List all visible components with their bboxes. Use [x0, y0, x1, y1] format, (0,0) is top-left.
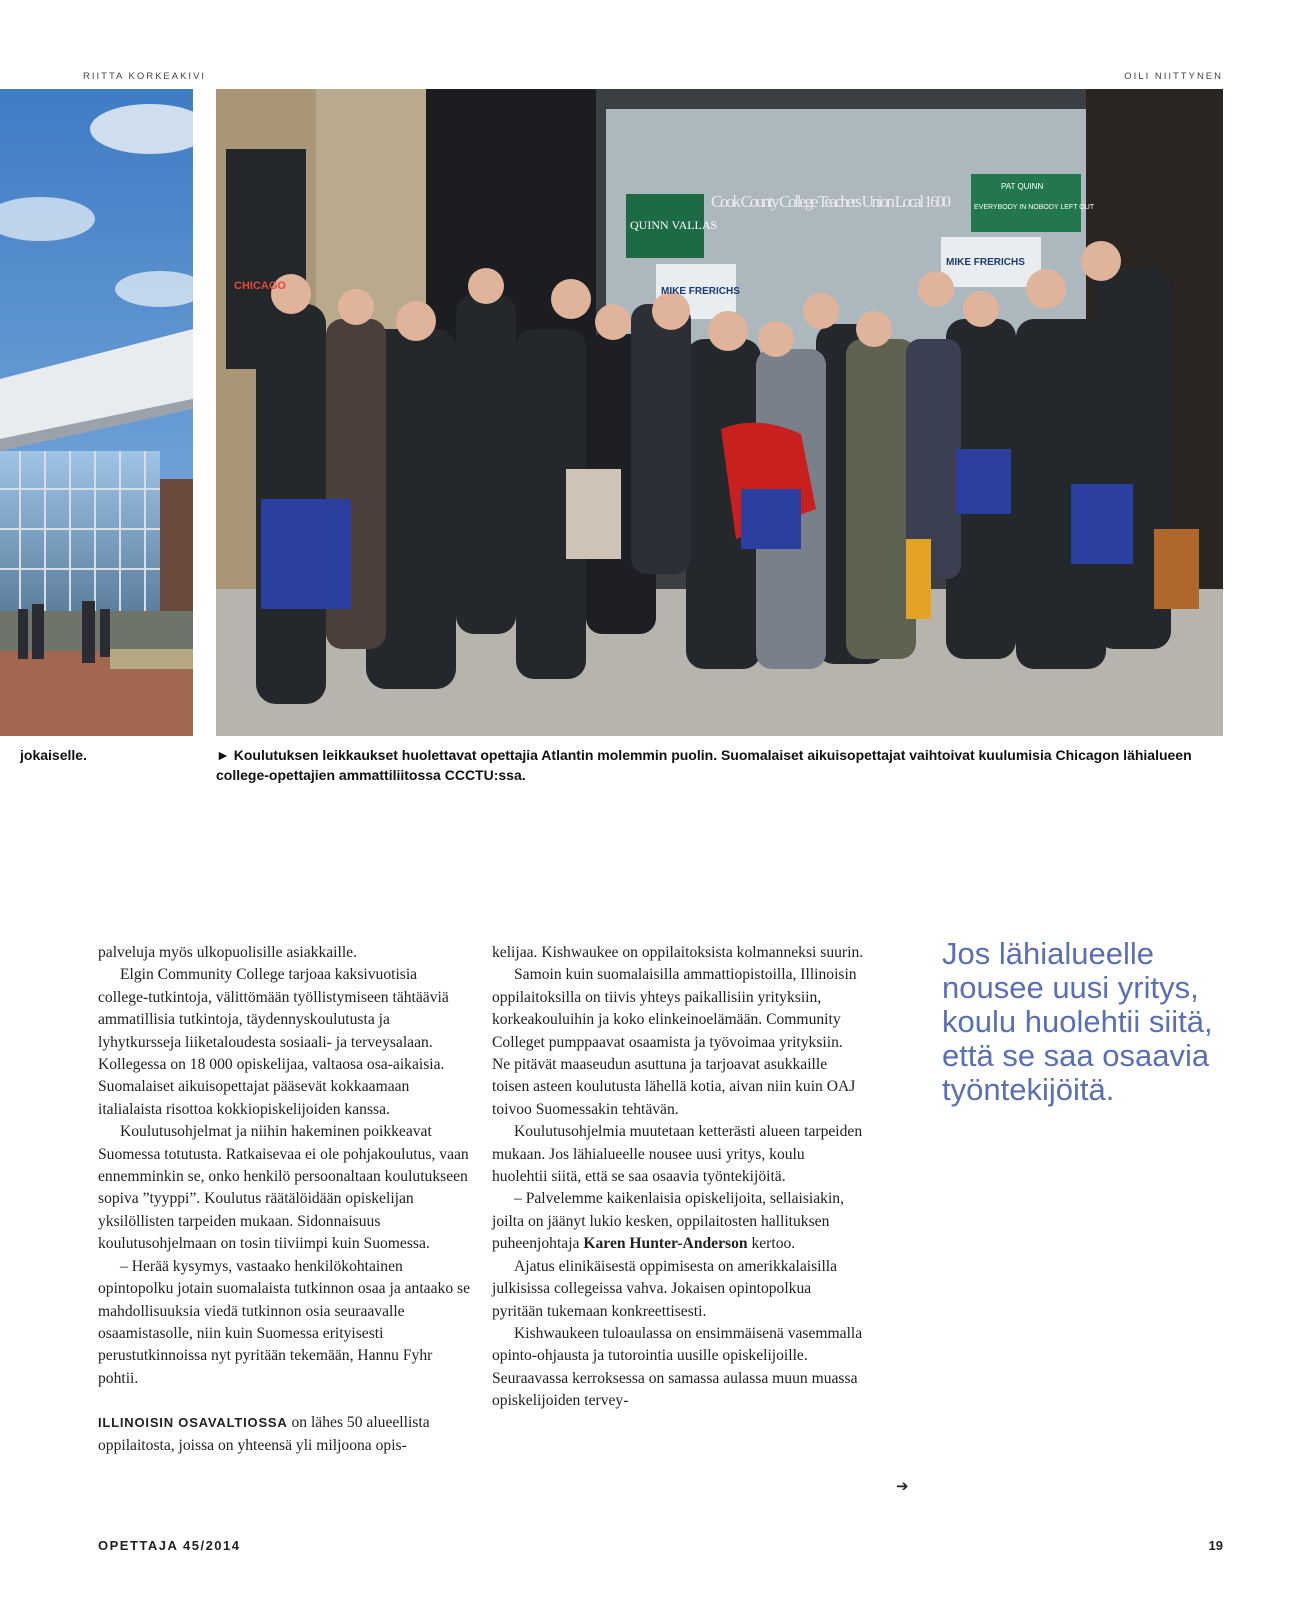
pat-quinn-sign-text: PAT QUINN	[1001, 182, 1044, 191]
section-lead-in: ILLINOISIN OSAVALTIOSSA	[98, 1415, 288, 1431]
paragraph	[98, 1412, 470, 1457]
pull-quote: Jos lähialueelle nousee uusi yritys, koulu huolehtii siitä, että se saa osaavia työntekijöitä.	[942, 936, 1213, 1107]
neon-sign-text: CHICAGO	[234, 280, 286, 292]
paragraph: – Herää kysymys, vastaako henkilökohtainen opintopolku jotain suomalaista tutkinnon osaa ja antaako se mahdollisuuksia viedä tutkinnon osia seuraavalle osaamistasolle, niin kuin Suomessa erityisesti perustutkinnoissa nyt pyritään tekemään, Hannu Fyhr pohtii.	[98, 1257, 471, 1387]
quote-attribution: kertoo.	[747, 1235, 796, 1253]
page-number: 19	[1208, 1538, 1223, 1553]
union-window-text: Cook County College Teachers Union Local 1600	[711, 192, 951, 211]
paragraph: Elgin Community College tarjoaa kaksivuotisia college-tutkintoja, välittömään työllistymiseen tähtääviä ammatillisia tutkintoja, täydennyskoulutusta ja lyhytkursseja liiketaloudesta sosiaali- ja terveysalaan. Kollegessa on 18 000 opiskelijaa, valtaosa osa-aikaisia. Suomalaiset aikuisopettajat pääsevät kokkaamaan italialaista risottoa kokkiopiskelijoiden kanssa.	[98, 966, 449, 1118]
photo-credit-right: OILI NIITTYNEN	[1124, 71, 1223, 82]
photo-credit-left: RIITTA KORKEAKIVI	[83, 71, 207, 82]
paragraph: palveluja myös ulkopuolisille asiakkaille.	[98, 944, 357, 961]
paragraph: kelijaa. Kishwaukee on oppilaitoksista kolmanneksi suurin.	[492, 944, 864, 961]
caption-text: Koulutuksen leikkaukset huolettavat opettajia Atlantin molemmin puolin. Suomalaiset aikuisopettajat vaihtoivat kuulumisia Chicagon lähialueen college-opettajien ammattiliitossa CCCTU:ssa.	[216, 747, 1192, 783]
paragraph: Kishwaukeen tuloaulassa on ensimmäisenä vasemmalla opinto-ohjausta ja tutorointia uusille opiskelijoille. Seuraavassa kerroksessa on samassa aulassa muun muassa opiskelijoiden tervey-	[492, 1324, 863, 1410]
paragraph	[492, 1188, 864, 1255]
frerichs-sign-text-1: MIKE FRERICHS	[661, 286, 740, 297]
campus-photo	[0, 89, 193, 736]
caption-marker-icon: ►	[216, 747, 230, 763]
paragraph-text: on lähes 50 alueellista oppilaitosta, joissa on yhteensä yli miljoona opis-	[98, 1414, 430, 1454]
body-column-2	[492, 942, 864, 1413]
paragraph: Samoin kuin suomalaisilla ammattiopistoilla, Illinoisin oppilaitoksilla on tiivis yhteys paikallisiin yrityksiin, korkeakouluihin ja koko elinkeinoelämään. Community Colleget pumppaavat osaamista ja työvoimaa yrityksiin. Ne pitävät maaseudun asuttuna ja tarjoavat asukkaille toisen asteen koulutusta lähellä kotia, aivan niin kuin OAJ toivoo Suomessakin tehtävän.	[492, 966, 857, 1118]
paragraph: Koulutusohjelmat ja niihin hakeminen poikkeavat Suomessa totutusta. Ratkaisevaa ei ole pohjakoulutus, vaan ennemminkin se, onko henkilö persoonaltaan koulutukseen sopiva ”tyyppi”. Koulutus räätälöidään opiskelijan yksilöllisten tarpeiden mukaan. Sidonnaisuus koulutusohjelmaan on tosin tiiviimpi kuin Suomessa.	[98, 1123, 469, 1253]
frerichs-sign-text-2: MIKE FRERICHS	[946, 257, 1025, 268]
everybody-in-sign-text: EVERYBODY IN NOBODY LEFT OUT	[974, 204, 1095, 211]
person-name: Karen Hunter-Anderson	[583, 1235, 748, 1253]
left-photo-caption: jokaiselle.	[20, 747, 87, 763]
body-column-1	[98, 942, 470, 1457]
quinn-sign-text: QUINN VALLAS	[630, 218, 718, 232]
group-photo	[216, 89, 1223, 736]
quote-text: – Palvelemme kaikenlaisia opiskelijoita, sellaisiakin, joilta on jäänyt lukio kesken, oppilaitosten hallituksen puheenjohtaja	[492, 1190, 844, 1253]
paragraph: Koulutusohjelmia muutetaan ketterästi alueen tarpeiden mukaan. Jos lähialueelle nousee uusi yritys, koulu huolehtii siitä, että se saa osaavia työntekijöitä.	[492, 1123, 863, 1186]
main-photo-caption	[216, 745, 1216, 785]
paragraph: Ajatus elinikäisestä oppimisesta on amerikkalaisilla julkisissa collegeissa vahva. Jokaisen opintopolkua pyritään tukemaan konkreettisesti.	[492, 1257, 838, 1320]
continue-arrow-icon: ➔	[896, 1477, 909, 1495]
footer-magazine-issue: OPETTAJA 45/2014	[98, 1538, 241, 1553]
